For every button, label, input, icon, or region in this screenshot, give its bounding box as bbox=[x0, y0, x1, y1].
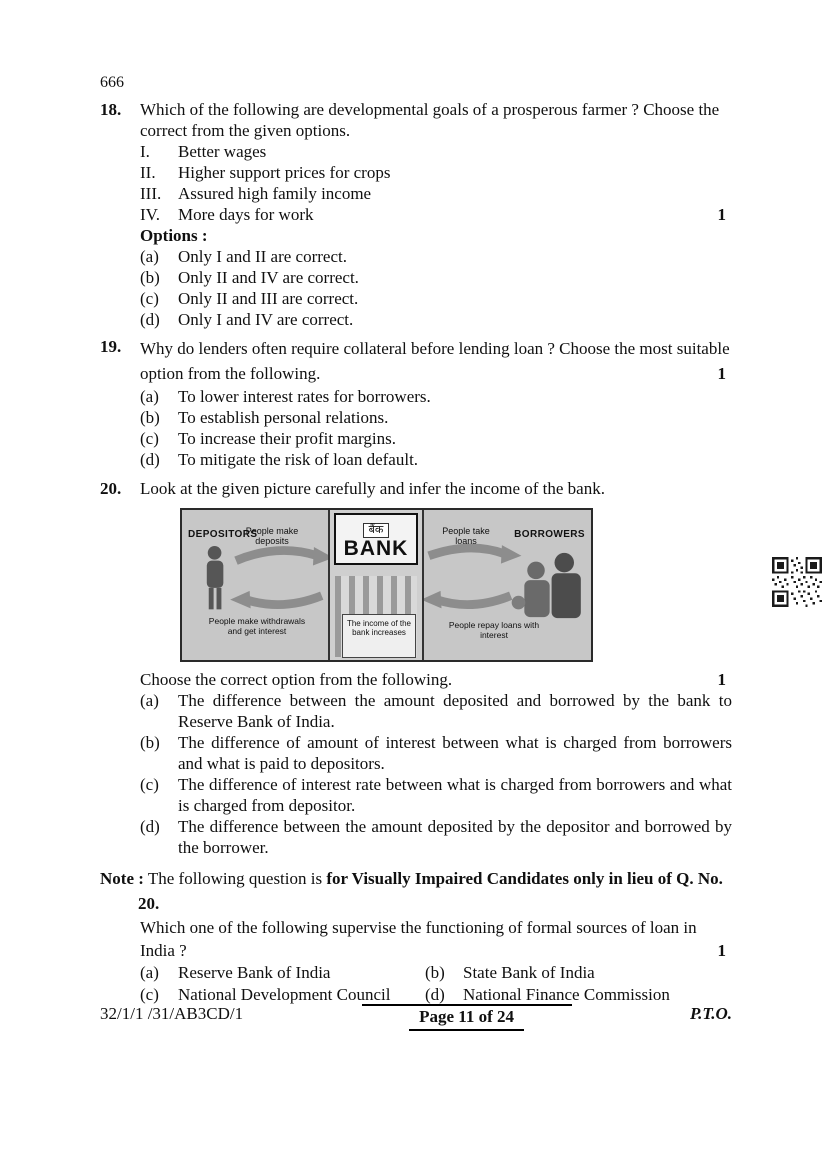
q18-item-2-text: Higher support prices for crops bbox=[178, 163, 391, 182]
question-20-number: 20. bbox=[100, 479, 122, 498]
q18-option-d-text: Only I and IV are correct. bbox=[178, 310, 354, 329]
make-deposits-caption: People make deposits bbox=[245, 526, 299, 546]
bank-income-caption: The income of the bank increases bbox=[342, 614, 416, 658]
q20-option-c-label: (c) bbox=[140, 775, 159, 794]
bank-english-label: BANK bbox=[343, 537, 409, 560]
repay-caption: People repay loans with interest bbox=[448, 620, 540, 640]
note-bold-text: for Visually Impaired Candidates only in lieu of Q. No. 20. bbox=[138, 869, 723, 913]
q18-item-4 bbox=[140, 204, 732, 225]
withdraw-arrow bbox=[230, 591, 322, 609]
vi-option-c bbox=[140, 984, 425, 1006]
q18-option-c bbox=[140, 288, 732, 309]
q20-option-d bbox=[140, 816, 732, 858]
vi-option-d bbox=[425, 984, 670, 1006]
vi-options bbox=[140, 962, 732, 1006]
q19-option-b-label: (b) bbox=[140, 408, 160, 427]
q20-option-b-text: The difference of amount of interest between what is charged from borrowers and what is paid to depositors. bbox=[178, 733, 732, 773]
q18-item-1-label: I. bbox=[140, 142, 150, 161]
q19-option-b bbox=[140, 407, 732, 428]
q19-option-a bbox=[140, 386, 732, 407]
q18-option-c-text: Only II and III are correct. bbox=[178, 289, 359, 308]
q18-item-3 bbox=[140, 183, 732, 204]
q20-option-b-label: (b) bbox=[140, 733, 160, 752]
qr-code bbox=[772, 557, 822, 607]
take-loans-caption: People take loans bbox=[442, 526, 490, 546]
q18-marks: 1 bbox=[717, 205, 726, 224]
depositor-figure bbox=[208, 546, 222, 560]
withdrawals-caption: People make withdrawals and get interest bbox=[208, 616, 306, 636]
q19-marks: 1 bbox=[717, 364, 726, 383]
q18-item-4-label: IV. bbox=[140, 205, 160, 224]
vi-options-row-2 bbox=[140, 984, 732, 1006]
vi-option-a bbox=[140, 962, 425, 984]
q20-option-a bbox=[140, 690, 732, 732]
q18-option-a-text: Only I and II are correct. bbox=[178, 247, 347, 266]
q18-item-2 bbox=[140, 162, 732, 183]
q18-item-1-text: Better wages bbox=[178, 142, 267, 161]
question-19 bbox=[100, 336, 732, 470]
q19-option-d bbox=[140, 449, 732, 470]
q18-options-heading: Options : bbox=[140, 226, 208, 245]
vi-option-c-text: National Development Council bbox=[178, 985, 391, 1004]
q18-item-3-label: III. bbox=[140, 184, 162, 203]
question-18-number: 18. bbox=[100, 100, 122, 119]
q20-option-a-label: (a) bbox=[140, 691, 159, 710]
bank-hindi-label: बैंक bbox=[363, 523, 390, 538]
q20-option-d-text: The difference between the amount deposited by the depositor and borrowed by the borrower. bbox=[178, 817, 732, 857]
question-18 bbox=[100, 99, 732, 330]
question-20 bbox=[100, 478, 732, 858]
note-label: Note : bbox=[100, 869, 144, 888]
q19-option-c bbox=[140, 428, 732, 449]
vi-option-d-text: National Finance Commission bbox=[463, 985, 670, 1004]
q19-option-a-text: To lower interest rates for borrowers. bbox=[178, 387, 431, 406]
q20-option-c-text: The difference of interest rate between what is charged from borrowers and what is charged from depositor. bbox=[178, 775, 732, 815]
vi-options-row-1 bbox=[140, 962, 732, 984]
q20-marks: 1 bbox=[717, 670, 726, 689]
money-bag bbox=[512, 596, 526, 610]
borrower-figures bbox=[527, 562, 545, 580]
q18-item-2-label: II. bbox=[140, 163, 156, 182]
q18-option-b bbox=[140, 267, 732, 288]
depositors-label: DEPOSITORS bbox=[188, 529, 258, 540]
q19-option-a-label: (a) bbox=[140, 387, 159, 406]
question-19-text bbox=[140, 336, 732, 386]
q18-option-d-label: (d) bbox=[140, 310, 160, 329]
vi-option-b bbox=[425, 962, 595, 984]
q19-option-c-label: (c) bbox=[140, 429, 159, 448]
question-19-number: 19. bbox=[100, 337, 122, 356]
bank-income-diagram bbox=[180, 508, 593, 662]
vi-question-marks: 1 bbox=[717, 941, 726, 960]
vi-note bbox=[100, 866, 732, 916]
borrowers-label: BORROWERS bbox=[514, 529, 585, 540]
vi-option-d-label: (d) bbox=[425, 985, 445, 1004]
vi-option-a-text: Reserve Bank of India bbox=[178, 963, 331, 982]
question-20-text: Look at the given picture carefully and infer the income of the bank. bbox=[140, 479, 605, 498]
q20-choose-text: Choose the correct option from the following. bbox=[140, 670, 453, 689]
vi-option-c-label: (c) bbox=[140, 985, 159, 1004]
q19-option-b-text: To establish personal relations. bbox=[178, 408, 389, 427]
q20-option-c bbox=[140, 774, 732, 816]
page-footer bbox=[100, 1004, 732, 1031]
q18-option-a-label: (a) bbox=[140, 247, 159, 266]
paper-code-top: 666 bbox=[100, 74, 124, 91]
vi-question-text bbox=[140, 916, 732, 962]
loan-arrow bbox=[429, 545, 522, 564]
vi-question-spacer bbox=[100, 916, 140, 962]
q18-option-d bbox=[140, 309, 732, 330]
q18-option-a bbox=[140, 246, 732, 267]
question-18-text: Which of the following are developmental goals of a prosperous farmer ? Choose the correct from the given options. bbox=[140, 100, 720, 140]
pto-label: P.T.O. bbox=[689, 1004, 732, 1023]
q20-option-a-text: The difference between the amount deposited and borrowed by the bank to Reserve Bank of India. bbox=[178, 691, 732, 731]
q20-option-b bbox=[140, 732, 732, 774]
q18-item-1 bbox=[140, 141, 732, 162]
repay-arrow bbox=[421, 591, 511, 609]
page-content bbox=[100, 72, 732, 1006]
bank-sign bbox=[334, 513, 418, 565]
note-normal-text: The following question is bbox=[147, 869, 323, 888]
vi-question-text-content: Which one of the following supervise the functioning of formal sources of loan in India ? bbox=[140, 918, 697, 960]
vi-question bbox=[100, 916, 732, 962]
page-number-block bbox=[362, 1004, 572, 1031]
q20-option-d-label: (d) bbox=[140, 817, 160, 836]
q18-item-3-text: Assured high family income bbox=[178, 184, 372, 203]
vi-option-a-label: (a) bbox=[140, 963, 159, 982]
page-number: Page 11 of 24 bbox=[409, 1007, 524, 1031]
deposit-arrow bbox=[236, 547, 333, 566]
q18-item-4-text: More days for work bbox=[178, 205, 314, 224]
q18-option-b-text: Only II and IV are correct. bbox=[178, 268, 359, 287]
footer-paper-code: 32/1/1 /31/AB3CD/1 bbox=[100, 1004, 244, 1023]
q18-option-c-label: (c) bbox=[140, 289, 159, 308]
q19-option-d-text: To mitigate the risk of loan default. bbox=[178, 450, 419, 469]
vi-option-b-text: State Bank of India bbox=[463, 963, 595, 982]
question-19-text-content: Why do lenders often require collateral before lending loan ? Choose the most suitable option from the following. bbox=[140, 339, 730, 383]
q19-option-d-label: (d) bbox=[140, 450, 160, 469]
q19-option-c-text: To increase their profit margins. bbox=[178, 429, 397, 448]
q20-choose-line bbox=[140, 669, 732, 690]
q18-option-b-label: (b) bbox=[140, 268, 160, 287]
vi-option-b-label: (b) bbox=[425, 963, 445, 982]
